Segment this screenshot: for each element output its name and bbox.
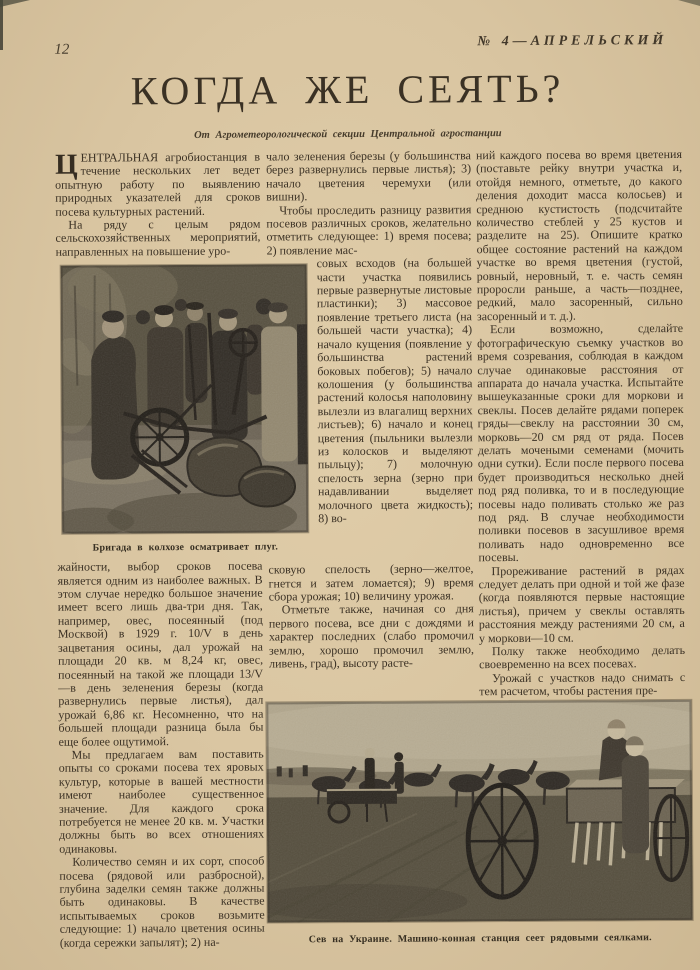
- page-number: 12: [54, 41, 70, 58]
- brigade-plow-illustration: [61, 264, 309, 533]
- paragraph-text: ЕНТРАЛЬНАЯ агробиостанция в течение нескольких лет ведет опытную работу по выявлению природных указателей для сроков посева культурных растений.: [55, 149, 261, 219]
- body-paragraph: На ряду с целым рядом сельскохозяйственных мероприятий, направленных на повышение уро-: [55, 216, 261, 259]
- photo-caption: Бригада в колхозе осматривает плуг.: [92, 541, 279, 554]
- body-paragraph: Урожай с участков надо снимать с тем расчетом, чтобы растения пре-: [479, 669, 686, 699]
- body-paragraph: Мы предлагаем вам поставить опыты со сроками посева тех яровых культур, которые в вашей местности имеют наиболее существенное значение. Для каждого срока потребуется не менее 20 кв. м. Участки должны быть во всех отношениях одинаковы.: [58, 746, 265, 856]
- sowing-field-illustration: [266, 700, 692, 923]
- drop-cap: Ц: [54, 148, 78, 181]
- body-paragraph: ний каждого посева во время цветения (поставьте рейку внутри участка и, отойдя немного, отметьте, до какого деления доходит масса колосьев) и среднюю кустистость (подсчитайте количество стеблей у 25 кустов и разделите на 25). Опишите кратко общее состояние растений на каждом участке во время цветения (густой, ровный, неровный, т. е. часть семян проросли раньше, а часть—позднее, редкий, мало засоренный, сильно засоренный и т. д.).: [475, 146, 683, 324]
- column-3: [476, 148, 685, 699]
- page-edge-shadow: [0, 0, 3, 50]
- body-paragraph: Количество семян и их сорт, способ посева (рядовой или разбросной), глубина заделки семян также должны быть одинаковы. В качестве испытываемых сроков возьмите следующие: 1) начало цветения осины (когда сережки запылят); 2) на-: [59, 853, 265, 950]
- text-wrap-around-photo: [317, 257, 474, 564]
- article-subtitle: От Агрометеорологической секции Центральной агростанции: [194, 128, 502, 141]
- photo-sowing-ukraine: [266, 700, 692, 946]
- body-paragraph: совых всходов (на большей части участка появились первые развернутые листовые пластинки); 3) массовое появление третьего листа (на большей части участка); 4) начало кущения (появление у большинства растений боковых побегов); 5) начало колошения (у большинства растений колосья наполовину вылезли из влагалищ верхних листьев); 6) начало и конец цветения (пыльники вылезли из колосков и выделяют пыльцу); 7) молочную спелость зерна (зерно при надавливании выделяет молочного цвета жидкость); 8) во-: [316, 255, 474, 526]
- article-title: КОГДА ЖЕ СЕЯТЬ?: [130, 65, 565, 114]
- page-corner-shadow: [0, 0, 30, 7]
- body-paragraph: сковую спелость (зерно—желтое, гнется и затем ломается); 9) время сбора урожая; 10) величину урожая.: [268, 561, 474, 604]
- body-paragraph: Прореживание растений в рядах следует делать при одной и той же фазе (когда появляются первые настоящие листья), причем у свеклы оставлять расстояния между растениями 20 см, а у моркови—10 см.: [478, 562, 685, 645]
- photo-brigade-plow: [61, 264, 309, 553]
- body-paragraph: жайности, выбор сроков посева является одним из наиболее важных. В этом случае нередко большое значение имеет всего лишь два-три дня. Так, например, овес, посеянный (под Москвой) в 1929 г. 10/V в день зацветания осины, дал урожай на площади 20 кв. м 8,24 кг, овес, посеянный на такой же площади 13/V—в день зеленения березы (когда развернулись первые листья), дал урожай 6,86 кг. Несомненно, что на большей площади разница была бы еще более ощутимой.: [57, 558, 264, 749]
- issue-label: № 4—АПРЕЛЬСКИЙ: [477, 33, 668, 50]
- body-paragraph: Чтобы проследить разницу развития посевов различных сроков, желательно отметить следующее: 1) время посева; 2) появление мас-: [266, 201, 472, 258]
- photo-caption: Сев на Украине. Машино-конная станция сеет рядовыми сеялками.: [308, 932, 652, 946]
- body-paragraph: Отметьте также, начиная со дня первого посева, все дни с дождями и характер последних (слабо промочил землю, хорошо промочил землю, ливень, град), высоту расте-: [268, 601, 475, 671]
- body-paragraph: Полку также необходимо делать своевременно на всех посевах.: [479, 642, 686, 672]
- body-paragraph: чало зеленения березы (у большинства берез развернулись первые листья); 3) начало цветения черемухи (или вишни).: [265, 148, 472, 204]
- page-corner-shadow: [678, 0, 700, 6]
- body-paragraph: Если возможно, сделайте фотографическую съемку участков во время созревания, соблюдая в каждом случае одинаковые расстояния от аппарата до начала участка. Испытайте вышеуказанные сроки для моркови и свеклы. Посев делайте рядами поперек гряды—свеклу на расстоянии 30 см, морковь—20 см ряд от ряда. Посев делать мочеными семенами (мочить одни сутки). Если после первого посева будет производиться несколько дней под ряд поливка, то и в последующие посевы надо поливать столько же раз под ряд. В случае необходимости поливки посевов в засушливое время поливать надо одновременно все посевы.: [477, 321, 685, 565]
- body-paragraph: [54, 148, 261, 219]
